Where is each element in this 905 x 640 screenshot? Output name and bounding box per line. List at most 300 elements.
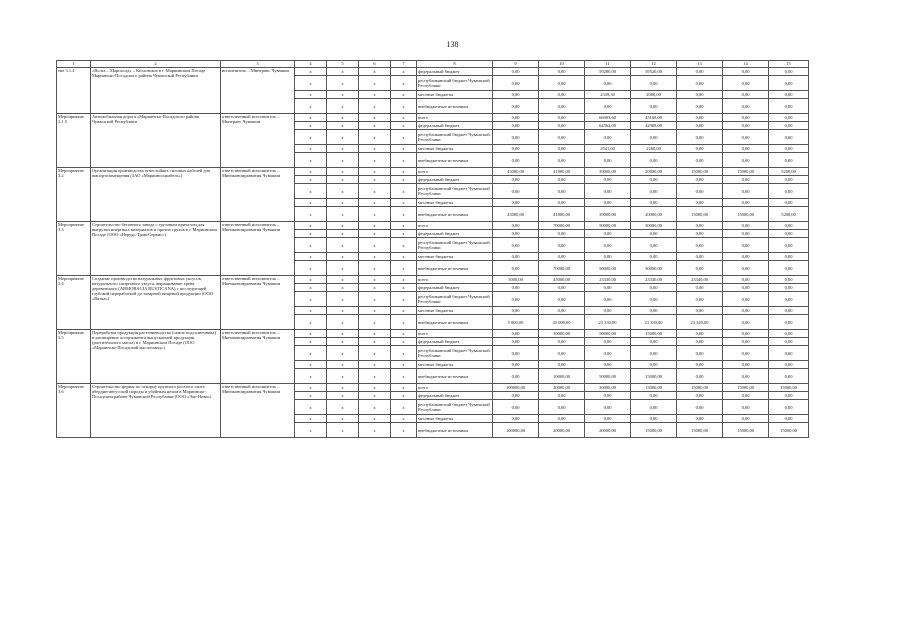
amount-cell: 0,00 [539,68,585,76]
amount-cell: 15000,00 [723,207,769,222]
amount-cell: 0,00 [677,68,723,76]
funding-source: внебюджетные источники [417,369,493,384]
code-cell: x [359,122,391,130]
amount-cell: 20000,00 [539,384,585,392]
funding-source: местные бюджеты [417,145,493,153]
code-cell: x [359,369,391,384]
amount-cell: 0,00 [585,253,631,261]
amount-cell: 0,00 [769,122,809,130]
amount-cell: 0,00 [769,145,809,153]
amount-cell: 66903,60 [585,114,631,122]
amount-cell: 0,00 [585,415,631,423]
funding-source: внебюджетные источники [417,153,493,168]
amount-cell: 0,00 [493,346,539,361]
amount-cell: 0,00 [677,122,723,130]
code-cell: x [359,330,391,338]
code-cell: x [327,415,359,423]
amount-cell: 0,00 [677,76,723,91]
code-cell: x [295,292,327,307]
amount-cell: 0,00 [677,284,723,292]
amount-cell: 0,00 [677,91,723,99]
code-cell: x [295,176,327,184]
amount-cell: 0,00 [631,130,677,145]
code-cell: x [359,68,391,76]
column-header: 11 [585,61,631,68]
column-header: 14 [723,61,769,68]
code-cell: x [391,199,417,207]
code-cell: x [391,230,417,238]
amount-cell: 39520,00 [631,68,677,76]
amount-cell: 0,00 [493,338,539,346]
amount-cell: 0,00 [723,153,769,168]
amount-cell: 0,00 [631,307,677,315]
amount-cell: 0,00 [493,99,539,114]
amount-cell: 23 330,00 [631,315,677,330]
amount-cell: 0,00 [493,222,539,230]
amount-cell: 0,00 [539,307,585,315]
amount-cell: 0,00 [539,122,585,130]
amount-cell: 0,00 [493,330,539,338]
amount-cell: 0,00 [493,153,539,168]
code-cell: x [359,114,391,122]
code-cell: x [295,261,327,276]
amount-cell: 0,00 [539,230,585,238]
code-cell: x [295,99,327,114]
amount-cell: 0,00 [585,307,631,315]
code-cell: x [359,168,391,176]
amount-cell: 0,00 [677,369,723,384]
code-cell: x [295,222,327,230]
amount-cell: 0,00 [723,184,769,199]
code-cell: x [359,384,391,392]
amount-cell: 0,00 [493,261,539,276]
amount-cell: 0,00 [723,238,769,253]
code-cell: x [391,307,417,315]
column-header: 2 [91,61,221,68]
amount-cell: 15000,00 [631,330,677,338]
amount-cell: 0,00 [539,76,585,91]
funding-source: внебюджетные источники [417,207,493,222]
amount-cell: 23340,00 [677,276,723,284]
code-cell: x [359,346,391,361]
amount-cell: 0,00 [769,99,809,114]
code-cell: x [391,284,417,292]
amount-cell: 0,00 [677,99,723,114]
amount-cell: 0,00 [723,91,769,99]
amount-cell: 0,00 [493,114,539,122]
code-cell: x [359,222,391,230]
amount-cell: 0,00 [769,346,809,361]
amount-cell: 2339,30 [585,91,631,99]
code-cell: x [327,168,359,176]
amount-cell: 15000,00 [677,207,723,222]
amount-cell: 0,00 [677,199,723,207]
amount-cell: 0,00 [677,176,723,184]
funding-source: федеральный бюджет [417,392,493,400]
amount-cell: 0,00 [769,307,809,315]
amount-cell: 20000,00 [631,168,677,176]
code-cell: x [391,99,417,114]
activity-name: Строительство фермы по откорму крупного рогатого скота абердин-ангусской породы и убойным цехом в Мариинско-Посадском районе Чувашской Республики (ООО «Эко-Нива») [91,384,221,438]
amount-cell: 70000,00 [539,261,585,276]
code-cell: x [359,253,391,261]
code-cell: x [391,400,417,415]
code-cell: x [295,114,327,122]
amount-cell: 0,00 [723,315,769,330]
amount-cell: 0,00 [723,176,769,184]
amount-cell: 0,00 [769,68,809,76]
amount-cell: 0,00 [539,400,585,415]
amount-cell: 0,00 [723,253,769,261]
amount-cell: 0,00 [723,338,769,346]
code-cell: x [327,338,359,346]
amount-cell: 0,00 [585,292,631,307]
code-cell: x [327,130,359,145]
amount-cell: 15000,00 [723,423,769,438]
code-cell: x [327,276,359,284]
amount-cell: 0,00 [723,68,769,76]
amount-cell: 10000,00 [539,369,585,384]
amount-cell: 0,00 [585,238,631,253]
code-cell: x [391,145,417,153]
responsible-party: ответственный исполнитель – Минэкономразвития Чувашии [221,168,295,222]
amount-cell: 15000,00 [723,384,769,392]
code-cell: x [391,168,417,176]
activity-name: Организация производства огнестойких силовых кабелей для импортозамещения (ЗАО «Мариинсоцкабель») [91,168,221,222]
amount-cell: 50000,00 [585,222,631,230]
code-cell: x [295,338,327,346]
code-cell: x [359,176,391,184]
amount-cell: 0,00 [539,284,585,292]
amount-cell: 5200,00 [769,168,809,176]
amount-cell: 0,00 [631,338,677,346]
amount-cell: 0,00 [585,153,631,168]
amount-cell: 0,00 [631,392,677,400]
amount-cell: 0,00 [723,369,769,384]
code-cell: x [391,315,417,330]
code-cell: x [327,68,359,76]
code-cell: x [391,122,417,130]
amount-cell: 0,00 [723,122,769,130]
code-cell: x [327,284,359,292]
amount-cell: 0,00 [539,238,585,253]
code-cell: x [327,361,359,369]
code-cell: x [295,369,327,384]
amount-cell: 0,00 [493,176,539,184]
amount-cell: 15000,00 [631,369,677,384]
amount-cell: 0,00 [539,415,585,423]
amount-cell: 15000,00 [631,384,677,392]
funding-source: местные бюджеты [417,361,493,369]
amount-cell: 0,00 [631,284,677,292]
amount-cell: 0,00 [539,392,585,400]
code-cell: x [359,130,391,145]
amount-cell: 0,00 [723,261,769,276]
column-header: 3 [221,61,295,68]
amount-cell: 42908,00 [631,122,677,130]
amount-cell: 0,00 [585,392,631,400]
amount-cell: 23330,00 [585,276,631,284]
code-cell: x [295,68,327,76]
code-cell: x [295,392,327,400]
code-cell: x [391,415,417,423]
funding-source: внебюджетные источники [417,261,493,276]
amount-cell: 0,00 [769,284,809,292]
amount-cell: 0,00 [723,415,769,423]
amount-cell: 0,00 [723,346,769,361]
amount-cell: 0,00 [677,222,723,230]
code-cell: x [327,122,359,130]
code-cell: x [391,68,417,76]
funding-source: республиканский бюджет Чувашской Республики [417,292,493,307]
amount-cell: 59280,00 [585,68,631,76]
code-cell: x [391,76,417,91]
amount-cell: 0,00 [769,184,809,199]
amount-cell: 15000,00 [769,423,809,438]
amount-cell: 0,00 [769,199,809,207]
amount-cell: 0,00 [769,338,809,346]
code-cell: x [391,361,417,369]
amount-cell: 0,00 [493,76,539,91]
amount-cell: 15000,00 [631,423,677,438]
funding-source: республиканский бюджет Чувашской Республики [417,130,493,145]
amount-cell: 0,00 [677,184,723,199]
funding-source: всего [417,222,493,230]
code-cell: x [359,145,391,153]
activity-name: «Волга – Марпосад» – Козловское в г. Мариинском Посаде Мариинско-Посадского района Чувашской Республики [91,68,221,114]
code-cell: x [327,199,359,207]
amount-cell: 0,00 [769,230,809,238]
code-cell: x [391,253,417,261]
code-cell: x [359,184,391,199]
code-cell: x [295,253,327,261]
amount-cell: 0,00 [769,114,809,122]
funding-source: внебюджетные источники [417,99,493,114]
activity-name: Создание производства натуральных фруктовых уксусов, натурального спиртового уксуса, выращивание хрена деревенского (ARMORACIA RUSTICANA) с последующей глубокой переработкой до товарной пищевой продукции (ООО «Вятка») [91,276,221,330]
funding-source: республиканский бюджет Чувашской Республики [417,184,493,199]
amount-cell: 0,00 [493,230,539,238]
activity-name: Переработка продукции растениеводства (самое подсолнечника) и расширение ассортимента выпускаемой продукции (растительного масла) в г. Мариинском Посаде (ООО «Мариинско-Посадский маслозавод») [91,330,221,384]
code-cell: x [391,153,417,168]
amount-cell: 0,00 [493,415,539,423]
amount-cell: 0,00 [723,330,769,338]
amount-cell: 100000,00 [493,384,539,392]
code-cell: x [391,176,417,184]
code-cell: x [327,207,359,222]
amount-cell: 0,00 [723,145,769,153]
amount-cell: 0,00 [723,361,769,369]
activity-name: Строительство бетонного завода с грузовым причалом для выгрузки инертных материалов и прочих грузов в г. Мариинском Посаде (ООО «Нерудь-ТрансСервис») [91,222,221,276]
amount-cell: 0,00 [585,76,631,91]
activity-id: Мероприятие 3.1.5 [57,114,91,168]
amount-cell: 39000,00 [585,168,631,176]
amount-cell: 64362,00 [585,122,631,130]
code-cell: x [359,230,391,238]
code-cell: x [295,168,327,176]
code-cell: x [391,423,417,438]
code-cell: x [391,346,417,361]
amount-cell: 0,00 [631,184,677,199]
code-cell: x [295,361,327,369]
amount-cell: 0,00 [493,122,539,130]
code-cell: x [391,261,417,276]
code-cell: x [327,230,359,238]
amount-cell: 43000,00 [493,168,539,176]
column-header: 8 [417,61,493,68]
amount-cell: 0,00 [585,199,631,207]
code-cell: x [327,392,359,400]
amount-cell: 23 330,00 [585,315,631,330]
code-cell: x [391,91,417,99]
code-cell: x [295,76,327,91]
column-header: 12 [631,61,677,68]
amount-cell: 0,00 [677,130,723,145]
funding-source: федеральный бюджет [417,230,493,238]
code-cell: x [295,423,327,438]
code-cell: x [295,184,327,199]
amount-cell: 20000,00 [585,423,631,438]
code-cell: x [391,222,417,230]
amount-cell: 0,00 [769,392,809,400]
amount-cell: 5200,00 [769,207,809,222]
amount-cell: 0,00 [677,145,723,153]
code-cell: x [295,153,327,168]
code-cell: x [359,76,391,91]
amount-cell: 0,00 [539,176,585,184]
amount-cell: 30000,00 [631,261,677,276]
amount-cell: 0,00 [677,292,723,307]
amount-cell: 0,00 [769,176,809,184]
amount-cell: 0,00 [493,145,539,153]
amount-cell: 0,00 [539,145,585,153]
amount-cell: 5000,00 [493,276,539,284]
code-cell: x [295,330,327,338]
funding-source: всего [417,330,493,338]
code-cell: x [359,315,391,330]
amount-cell: 0,00 [493,400,539,415]
amount-cell: 0,00 [723,307,769,315]
responsible-party: ответственный исполнитель – Минтранс Чувашии [221,114,295,168]
responsible-party: ответственный исполнитель – Минэкономразвития Чувашии [221,330,295,384]
amount-cell: 0,00 [723,199,769,207]
amount-cell: 0,00 [677,238,723,253]
amount-cell: 2541,60 [585,145,631,153]
code-cell: x [327,176,359,184]
code-cell: x [327,238,359,253]
amount-cell: 45 000,00 [539,315,585,330]
amount-cell: 0,00 [585,184,631,199]
amount-cell: 0,00 [493,184,539,199]
amount-cell: 0,00 [769,361,809,369]
amount-cell: 0,00 [493,369,539,384]
code-cell: x [391,392,417,400]
activity-id: Мероприятие 3.6 [57,384,91,438]
amount-cell: 0,00 [723,392,769,400]
funding-source: всего [417,276,493,284]
code-cell: x [327,184,359,199]
funding-source: местные бюджеты [417,415,493,423]
funding-source: местные бюджеты [417,307,493,315]
amount-cell: 0,00 [631,292,677,307]
amount-cell: 0,00 [493,361,539,369]
column-header: 13 [677,61,723,68]
amount-cell: 0,00 [769,415,809,423]
amount-cell: 0,00 [631,361,677,369]
funding-source: республиканский бюджет Чувашской Республики [417,76,493,91]
amount-cell: 0,00 [723,284,769,292]
code-cell: x [359,91,391,99]
code-cell: x [391,207,417,222]
amount-cell: 0,00 [493,253,539,261]
column-header: 7 [391,61,417,68]
code-cell: x [359,276,391,284]
amount-cell: 0,00 [585,400,631,415]
column-header: 1 [57,61,91,68]
amount-cell: 0,00 [631,238,677,253]
activity-id: тие 3.1.4 [57,68,91,114]
amount-cell: 0,00 [631,153,677,168]
amount-cell: 0,00 [539,199,585,207]
header-row [57,61,809,68]
amount-cell: 0,00 [677,114,723,122]
amount-cell: 0,00 [677,153,723,168]
funding-source: внебюджетные источники [417,315,493,330]
amount-cell: 0,00 [677,307,723,315]
code-cell: x [391,184,417,199]
code-cell: x [295,207,327,222]
page-number: 138 [446,40,459,49]
code-cell: x [391,369,417,384]
code-cell: x [327,253,359,261]
amount-cell: 0,00 [585,361,631,369]
amount-cell: 0,00 [493,292,539,307]
amount-cell: 43000,00 [493,207,539,222]
code-cell: x [359,423,391,438]
amount-cell: 0,00 [585,176,631,184]
column-header: 6 [359,61,391,68]
activity-id: Мероприятие 3.3 [57,222,91,276]
amount-cell: 5 000,00 [493,315,539,330]
amount-cell: 0,00 [539,253,585,261]
amount-cell: 0,00 [723,292,769,307]
code-cell: x [359,99,391,114]
funding-source: республиканский бюджет Чувашской Республики [417,238,493,253]
amount-cell: 0,00 [493,199,539,207]
table-row [57,168,809,176]
amount-cell: 0,00 [769,222,809,230]
table-row [57,276,809,284]
table-row [57,68,809,76]
amount-cell: 100000,00 [493,423,539,438]
amount-cell: 45168,00 [631,114,677,122]
amount-cell: 50000,00 [585,369,631,384]
code-cell: x [295,307,327,315]
code-cell: x [295,130,327,145]
amount-cell: 0,00 [631,230,677,238]
code-cell: x [391,130,417,145]
code-cell: x [295,315,327,330]
responsible-party: ответственный исполнитель – Минэкономразвития Чувашии [221,276,295,330]
amount-cell: 70000,00 [539,222,585,230]
code-cell: x [295,238,327,253]
amount-cell: 0,00 [631,253,677,261]
amount-cell: 15000,00 [723,168,769,176]
amount-cell: 0,00 [769,292,809,307]
code-cell: x [327,145,359,153]
code-cell: x [327,91,359,99]
amount-cell: 45000,00 [539,276,585,284]
amount-cell: 0,00 [769,130,809,145]
